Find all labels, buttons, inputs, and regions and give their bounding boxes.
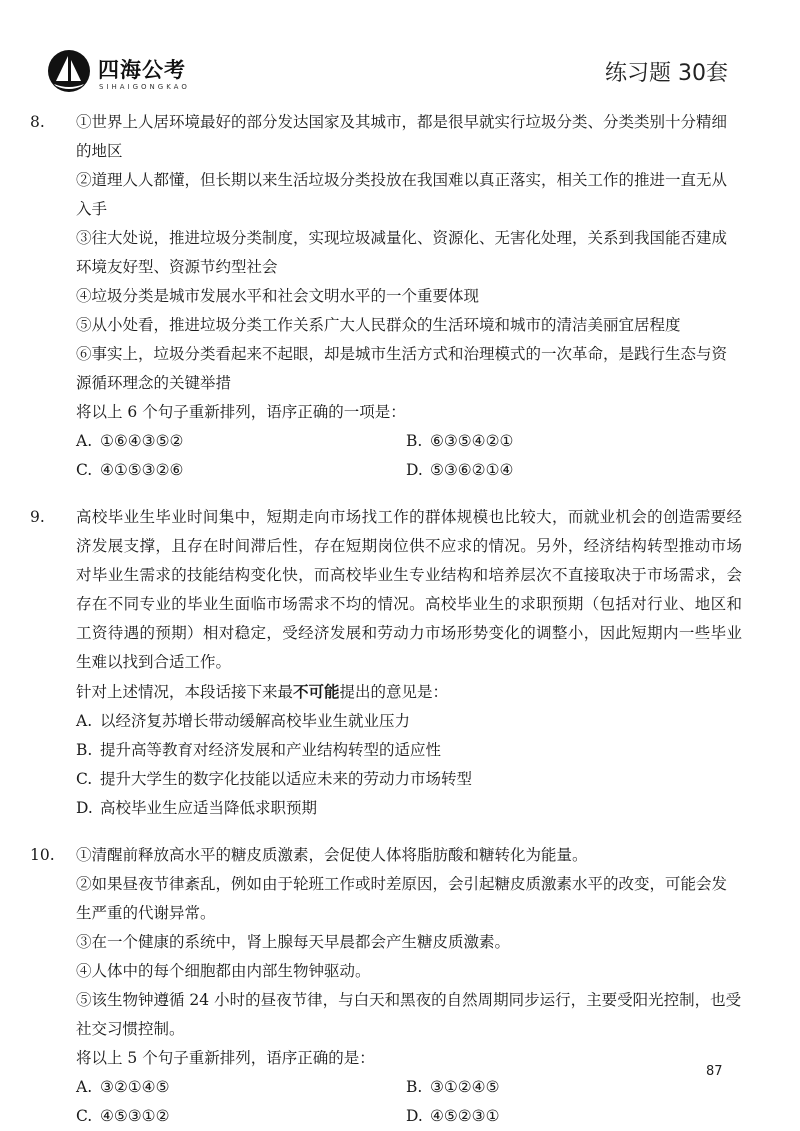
option-b xyxy=(406,1073,736,1102)
question-paragraph: 高校毕业生毕业时间集中，短期走向市场找工作的群体规模也比较大，而就业机会的创造需要经济发展支撑，且存在时间滞后性，存在短期岗位供不应求的情况。另外，经济结构转型推动市场对毕业生需求的技能结构变化快，而高校毕业生专业结构和培养层次不直接取决于市场需求，会存在不同专业的毕业生面临市场需求不均的情况。高校毕业生的求职预期（包括对行业、地区和工资待遇的预期）相对稳定，受经济发展和劳动力市场形势变化的调整小，因此短期内一些毕业生难以找到合适工作。 xyxy=(76,508,742,671)
question-prompt: 将以上 6 个句子重新排列，语序正确的一项是： xyxy=(76,403,406,421)
statement: ②道理人人都懂，但长期以来生活垃圾分类投放在我国难以真正落实，相关工作的推进一直无从入手 xyxy=(76,171,728,218)
option-text: ①⑥④③⑤② xyxy=(100,432,184,450)
option-text: ④①⑤③②⑥ xyxy=(100,461,184,479)
booklet-title: 练习题 30套 xyxy=(605,61,728,86)
option-letter: A. xyxy=(76,712,93,730)
option-text: ③①②④⑤ xyxy=(430,1078,500,1096)
option-letter: B. xyxy=(406,1078,423,1096)
option-d xyxy=(76,794,742,823)
option-d xyxy=(406,1102,736,1131)
question-prompt xyxy=(76,677,742,707)
option-a xyxy=(76,707,742,736)
option-text: 提升高等教育对经济发展和产业结构转型的适应性 xyxy=(100,741,442,759)
prompt-text: 提出的意见是： xyxy=(339,683,449,701)
option-letter: C. xyxy=(76,461,93,479)
question-content xyxy=(30,108,742,1131)
question-number: 8. xyxy=(30,113,45,131)
question-prompt: 将以上 5 个句子重新排列，语序正确的是： xyxy=(76,1049,375,1067)
option-letter: B. xyxy=(76,741,93,759)
brand-logo xyxy=(46,48,236,98)
page-header xyxy=(40,40,730,100)
answer-options xyxy=(76,427,742,485)
prompt-emphasis: 不可能 xyxy=(293,682,340,701)
brand-subtitle: SIHAIGONGKAO xyxy=(99,83,190,91)
question-10 xyxy=(30,841,742,1131)
option-a xyxy=(76,427,406,456)
option-letter: A. xyxy=(76,432,93,450)
option-text: 提升大学生的数字化技能以适应未来的劳动力市场转型 xyxy=(100,770,473,788)
statement: ⑤从小处看，推进垃圾分类工作关系广大人民群众的生活环境和城市的清洁美丽宜居程度 xyxy=(76,316,681,334)
statement: ④人体中的每个细胞都由内部生物钟驱动。 xyxy=(76,962,371,980)
option-text: ③②①④⑤ xyxy=(100,1078,170,1096)
answer-options xyxy=(76,1073,742,1131)
statement: ①世界上人居环境最好的部分发达国家及其城市，都是很早就实行垃圾分类、分类类别十分精细的地区 xyxy=(76,113,728,160)
option-letter: D. xyxy=(406,1107,423,1125)
question-8 xyxy=(30,108,742,485)
option-letter: C. xyxy=(76,770,93,788)
statement: ③往大处说，推进垃圾分类制度，实现垃圾减量化、资源化、无害化处理，关系到我国能否建成环境友好型、资源节约型社会 xyxy=(76,229,728,276)
statement: ⑥事实上，垃圾分类看起来不起眼，却是城市生活方式和治理模式的一次革命，是践行生态与资源循环理念的关键举措 xyxy=(76,345,728,392)
prompt-text: 针对上述情况，本段话接下来最 xyxy=(76,683,294,701)
option-c xyxy=(76,456,406,485)
option-c xyxy=(76,1102,406,1131)
statement: ④垃圾分类是城市发展水平和社会文明水平的一个重要体现 xyxy=(76,287,480,305)
sailboat-logo-icon xyxy=(46,48,92,94)
option-a xyxy=(76,1073,406,1102)
option-b xyxy=(76,736,742,765)
option-letter: D. xyxy=(406,461,423,479)
brand-name: 四海公考 xyxy=(98,58,186,82)
statement: ③在一个健康的系统中，肾上腺每天早晨都会产生糖皮质激素。 xyxy=(76,933,511,951)
question-number: 10. xyxy=(30,846,55,864)
page-number: 87 xyxy=(706,1064,723,1079)
option-text: ⑤③⑥②①④ xyxy=(430,461,514,479)
question-number: 9. xyxy=(30,508,45,526)
option-letter: C. xyxy=(76,1107,93,1125)
option-letter: B. xyxy=(406,432,423,450)
option-b xyxy=(406,427,736,456)
statement: ①清醒前释放高水平的糖皮质激素，会促使人体将脂肪酸和糖转化为能量。 xyxy=(76,846,588,864)
option-text: 以经济复苏增长带动缓解高校毕业生就业压力 xyxy=(100,712,411,730)
option-letter: A. xyxy=(76,1078,93,1096)
statement: ⑤该生物钟遵循 24 小时的昼夜节律，与白天和黑夜的自然周期同步运行，主要受阳光控制，也受社交习惯控制。 xyxy=(76,991,742,1038)
option-text: ⑥③⑤④②① xyxy=(430,432,514,450)
option-text: ④⑤③①② xyxy=(100,1107,170,1125)
option-d xyxy=(406,456,736,485)
option-text: 高校毕业生应适当降低求职预期 xyxy=(100,799,318,817)
question-9 xyxy=(30,503,742,823)
option-c xyxy=(76,765,742,794)
statement: ②如果昼夜节律紊乱，例如由于轮班工作或时差原因，会引起糖皮质激素水平的改变，可能会发生严重的代谢异常。 xyxy=(76,875,728,922)
option-text: ④⑤②③① xyxy=(430,1107,500,1125)
option-letter: D. xyxy=(76,799,93,817)
